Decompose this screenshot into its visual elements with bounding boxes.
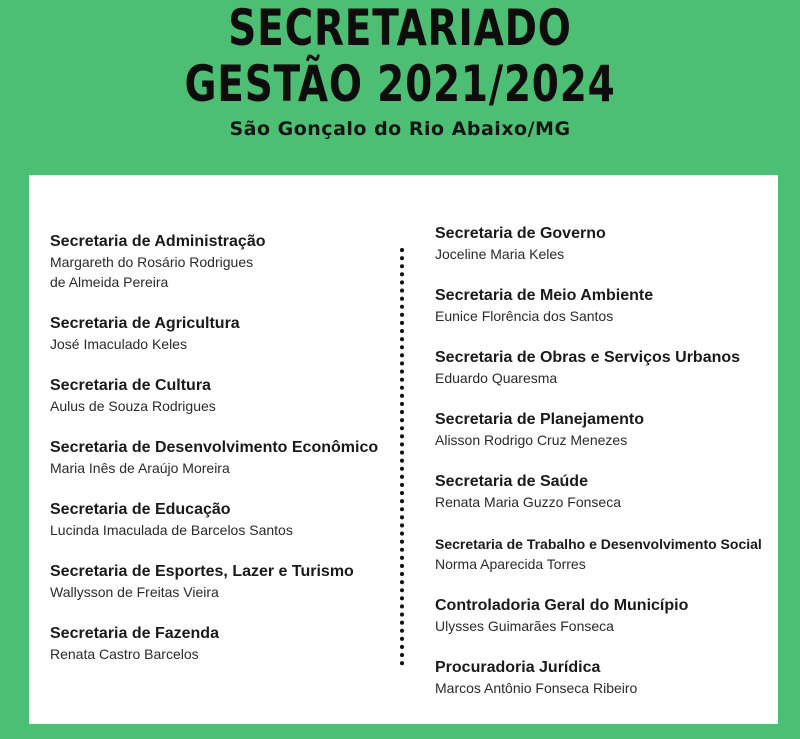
title-line-2: GESTÃO 2021/2024 <box>184 55 616 113</box>
department-name: Secretaria de Administração <box>50 233 266 250</box>
list-item <box>435 410 762 472</box>
department-name: Secretaria de Cultura <box>50 377 211 394</box>
right-column <box>435 224 762 720</box>
secretariat-card <box>29 175 778 724</box>
list-item <box>50 232 378 314</box>
secretary-name: Ulysses Guimarães Fonseca <box>435 618 614 634</box>
list-item <box>435 286 762 348</box>
list-item <box>435 534 762 596</box>
secretary-name-cont: de Almeida Pereira <box>50 274 169 290</box>
department-name: Controladoria Geral do Município <box>435 597 689 614</box>
department-name: Secretaria de Governo <box>435 225 606 242</box>
secretary-name: Eunice Florência dos Santos <box>435 308 614 324</box>
department-name: Secretaria de Meio Ambiente <box>435 287 654 304</box>
list-item <box>50 376 378 438</box>
secretary-name: Maria Inês de Araújo Moreira <box>50 460 230 476</box>
title-line-1: SECRETARIADO <box>228 0 572 57</box>
list-item <box>50 438 378 500</box>
secretary-name: José Imaculado Keles <box>50 336 187 352</box>
list-item <box>435 658 762 720</box>
list-item <box>435 348 762 410</box>
department-name: Secretaria de Esportes, Lazer e Turismo <box>50 563 354 580</box>
secretary-name: Aulus de Souza Rodrigues <box>50 398 216 414</box>
secretary-name: Margareth do Rosário Rodrigues <box>50 254 254 270</box>
secretary-name: Wallysson de Freitas Vieira <box>50 584 219 600</box>
list-item <box>435 224 762 286</box>
department-name: Secretaria de Trabalho e Desenvolvimento Social <box>435 536 762 552</box>
department-name: Secretaria de Agricultura <box>50 315 240 332</box>
secretary-name: Eduardo Quaresma <box>435 370 558 386</box>
list-item <box>50 562 378 624</box>
secretary-name: Marcos Antônio Fonseca Ribeiro <box>435 680 638 696</box>
list-item <box>50 314 378 376</box>
department-name: Secretaria de Educação <box>50 501 231 518</box>
list-item <box>435 596 762 658</box>
list-item <box>50 500 378 562</box>
secretary-name: Alisson Rodrigo Cruz Menezes <box>435 432 628 448</box>
department-name: Secretaria de Fazenda <box>50 625 219 642</box>
department-name: Secretaria de Planejamento <box>435 411 644 428</box>
dotted-divider <box>399 248 405 668</box>
secretary-name: Lucinda Imaculada de Barcelos Santos <box>50 522 293 538</box>
department-name: Secretaria de Obras e Serviços Urbanos <box>435 349 741 366</box>
secretary-name: Renata Maria Guzzo Fonseca <box>435 494 621 510</box>
department-name: Procuradoria Jurídica <box>435 659 601 676</box>
department-name: Secretaria de Desenvolvimento Econômico <box>50 439 379 456</box>
department-name: Secretaria de Saúde <box>435 473 588 490</box>
secretary-name: Renata Castro Barcelos <box>50 646 199 662</box>
subtitle: São Gonçalo do Rio Abaixo/MG <box>229 118 571 140</box>
secretary-name: Norma Aparecida Torres <box>435 556 586 572</box>
left-column <box>50 232 378 686</box>
list-item <box>50 624 378 686</box>
secretary-name: Joceline Maria Keles <box>435 246 565 262</box>
list-item <box>435 472 762 534</box>
